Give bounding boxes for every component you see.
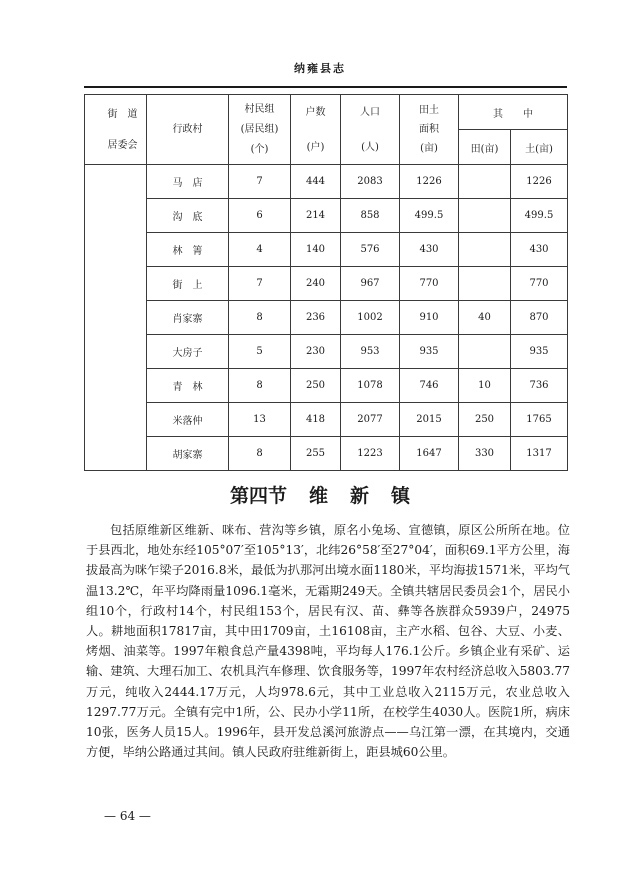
cell-dry: 1765	[511, 403, 568, 437]
cell-groups: 7	[229, 267, 291, 301]
cell-land: 910	[400, 301, 459, 335]
street-cell	[85, 267, 147, 301]
header-dry-land: 土(亩)	[511, 130, 568, 165]
cell-dry: 870	[511, 301, 568, 335]
cell-dry: 499.5	[511, 199, 568, 233]
cell-land: 1647	[400, 437, 459, 471]
header-population-line1: 人口	[360, 106, 380, 118]
cell-village: 肖家寨	[147, 301, 229, 335]
cell-land: 770	[400, 267, 459, 301]
table-row	[85, 403, 568, 437]
street-cell	[85, 369, 147, 403]
header-groups-line2: (居民组)	[240, 124, 279, 135]
header-of-which: 其 中	[459, 95, 568, 130]
cell-groups: 8	[229, 369, 291, 403]
section-title	[0, 481, 640, 508]
cell-population: 1078	[341, 369, 400, 403]
street-cell	[85, 335, 147, 369]
cell-groups: 4	[229, 233, 291, 267]
cell-households: 140	[291, 233, 341, 267]
header-street-bottom: 居委会	[107, 139, 138, 151]
cell-village: 大房子	[147, 335, 229, 369]
cell-population: 1002	[341, 301, 400, 335]
table-row	[85, 369, 568, 403]
header-population-line2: (人)	[361, 141, 379, 153]
table-row	[85, 165, 568, 199]
header-paddy: 田(亩)	[459, 130, 511, 165]
cell-paddy	[459, 199, 511, 233]
page-number: — 64 —	[104, 809, 151, 823]
table-row	[85, 301, 568, 335]
cell-land: 499.5	[400, 199, 459, 233]
cell-households: 240	[291, 267, 341, 301]
cell-groups: 6	[229, 199, 291, 233]
header-land-line2: 面积	[419, 124, 439, 135]
header-street	[85, 95, 147, 165]
cell-groups: 8	[229, 301, 291, 335]
header-households-line1: 户数	[305, 106, 326, 118]
cell-village: 街 上	[147, 267, 229, 301]
section-number: 第四节	[229, 485, 287, 507]
cell-village: 胡家寨	[147, 437, 229, 471]
cell-households: 255	[291, 437, 341, 471]
cell-dry: 935	[511, 335, 568, 369]
cell-land: 430	[400, 233, 459, 267]
cell-groups: 5	[229, 335, 291, 369]
table-row	[85, 233, 568, 267]
cell-land: 1226	[400, 165, 459, 199]
village-statistics-table	[84, 94, 568, 471]
cell-groups: 7	[229, 165, 291, 199]
street-cell	[85, 199, 147, 233]
header-street-top: 街 道	[107, 108, 138, 120]
cell-groups: 13	[229, 403, 291, 437]
street-cell	[85, 233, 147, 267]
header-rule	[84, 86, 567, 88]
cell-population: 2083	[341, 165, 400, 199]
cell-dry: 1317	[511, 437, 568, 471]
cell-population: 858	[341, 199, 400, 233]
page-header: 纳雍县志	[294, 62, 346, 75]
cell-dry: 1226	[511, 165, 568, 199]
cell-households: 214	[291, 199, 341, 233]
cell-paddy: 40	[459, 301, 511, 335]
cell-village: 青 林	[147, 369, 229, 403]
table-row	[85, 437, 568, 471]
header-land-line1: 田土	[419, 105, 439, 116]
cell-village: 米落仲	[147, 403, 229, 437]
street-cell	[85, 165, 147, 199]
cell-land: 935	[400, 335, 459, 369]
header-groups	[229, 95, 291, 165]
header-groups-line1: 村民组	[244, 104, 275, 115]
cell-village: 林 箐	[147, 233, 229, 267]
cell-population: 2077	[341, 403, 400, 437]
cell-paddy: 10	[459, 369, 511, 403]
cell-paddy	[459, 165, 511, 199]
cell-paddy	[459, 233, 511, 267]
header-households	[291, 95, 341, 165]
cell-dry: 430	[511, 233, 568, 267]
cell-households: 418	[291, 403, 341, 437]
cell-population: 576	[341, 233, 400, 267]
cell-households: 250	[291, 369, 341, 403]
cell-households: 230	[291, 335, 341, 369]
cell-paddy	[459, 335, 511, 369]
header-village: 行政村	[147, 95, 229, 165]
table-row	[85, 335, 568, 369]
header-land-line3: (亩)	[420, 143, 438, 154]
table-row	[85, 267, 568, 301]
cell-households: 444	[291, 165, 341, 199]
cell-paddy	[459, 267, 511, 301]
cell-land: 746	[400, 369, 459, 403]
cell-population: 967	[341, 267, 400, 301]
cell-dry: 770	[511, 267, 568, 301]
street-cell	[85, 437, 147, 471]
section-name-char-1: 维	[308, 485, 328, 507]
header-land-area	[400, 95, 459, 165]
street-cell	[85, 301, 147, 335]
cell-dry: 736	[511, 369, 568, 403]
cell-paddy: 330	[459, 437, 511, 471]
cell-groups: 8	[229, 437, 291, 471]
header-households-line2: (户)	[306, 141, 325, 153]
table-row	[85, 199, 568, 233]
street-cell	[85, 403, 147, 437]
header-population	[341, 95, 400, 165]
cell-village: 马 店	[147, 165, 229, 199]
cell-paddy: 250	[459, 403, 511, 437]
cell-households: 236	[291, 301, 341, 335]
cell-population: 953	[341, 335, 400, 369]
cell-land: 2015	[400, 403, 459, 437]
section-name-char-3: 镇	[391, 485, 411, 507]
section-name-char-2: 新	[350, 485, 370, 507]
cell-village: 沟 底	[147, 199, 229, 233]
cell-population: 1223	[341, 437, 400, 471]
header-groups-line3: (个)	[250, 144, 269, 155]
body-paragraph: 包括原维新区维新、咪布、营沟等乡镇，原名小兔场、宣德镇，原区公所所在地。位于县西北，地处东经105°07′至105°13′，北纬26°58′至27°04′，面积69.1平方公里，海拔最高为咪乍梁子2016.8米，最低为扒那河出境水面1180米，平均海拔1571米，平均气温13.2℃，年平均降雨量1096.1毫米，无霜期249天。全镇共辖居民委员会1个，居民小组10个，行政村14个，村民组153个，居民有汉、苗、彝等各族群众5939户，24975人。耕地面积17817亩，其中田1709亩，土16108亩，主产水稻、包谷、大豆、小麦、烤烟、油菜等。1997年粮食总产量4398吨，平均每人176.1公斤。乡镇企业有采矿、运输、建筑、大理石加工、农机具汽车修理、饮食服务等，1997年农村经济总收入5803.77万元，纯收入2444.17万元，人均978.6元，其中工业总收入2115万元，农业总收入1297.77万元。全镇有完中1所，公、民办小学11所，在校学生4030人。医院1所，病床10张，医务人员15人。1996年，县开发总溪河旅游点——乌江第一漂，在其境内，交通方便，毕纳公路通过其间。镇人民政府驻维新街上，距县城60公里。	[86, 523, 570, 760]
